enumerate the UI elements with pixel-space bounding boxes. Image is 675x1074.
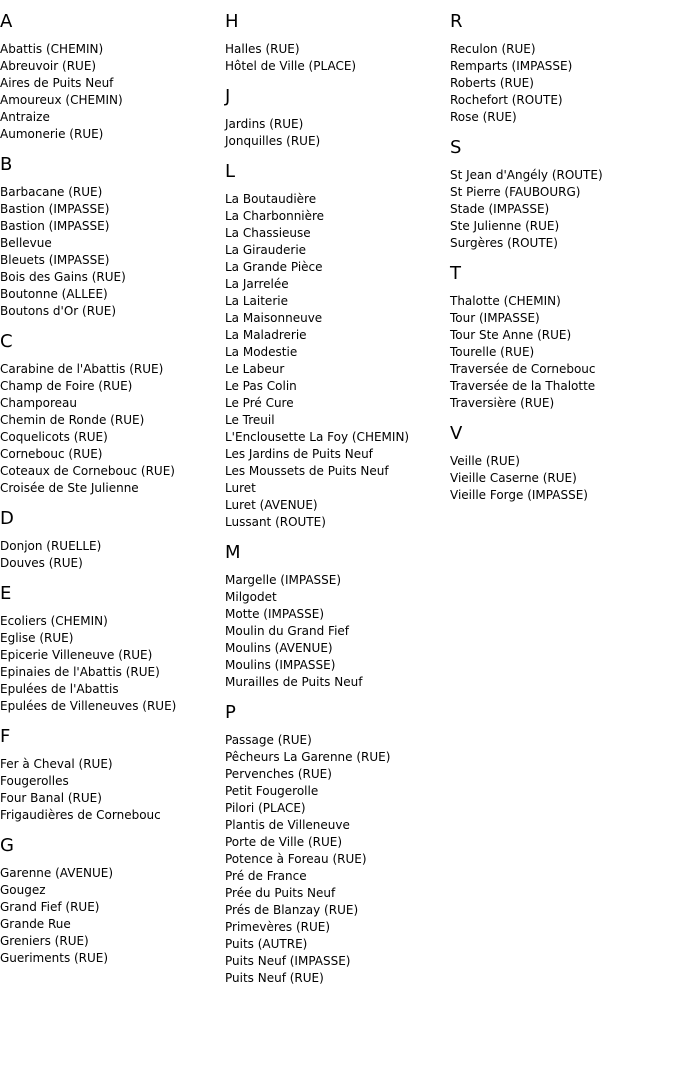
street-name: Passage (RUE)	[225, 733, 312, 747]
street-name: Motte (IMPASSE)	[225, 607, 325, 621]
letter-section	[0, 726, 225, 824]
street-name: Veille (RUE)	[450, 454, 520, 468]
letter-section	[450, 263, 675, 412]
street-name: Bastion (IMPASSE)	[0, 202, 110, 216]
street-name: Carabine de l'Abattis (RUE)	[0, 362, 164, 376]
street-name: Aumonerie (RUE)	[0, 127, 104, 141]
street-list	[0, 41, 225, 143]
street-name: Croisée de Ste Julienne	[0, 481, 139, 495]
street-name: La Jarrelée	[225, 277, 289, 291]
street-name: Milgodet	[225, 590, 277, 604]
street-name: Le Labeur	[225, 362, 285, 376]
street-list	[225, 191, 450, 531]
street-name: Gueriments (RUE)	[0, 951, 109, 965]
street-name: La Modestie	[225, 345, 298, 359]
section-letter-heading: T	[450, 263, 461, 284]
street-name: La Maisonneuve	[225, 311, 323, 325]
street-name: Vieille Forge (IMPASSE)	[450, 488, 588, 502]
street-name: Rochefort (ROUTE)	[450, 93, 563, 107]
street-name: Le Treuil	[225, 413, 275, 427]
street-name: St Pierre (FAUBOURG)	[450, 185, 581, 199]
section-letter-heading: M	[225, 542, 241, 563]
letter-section	[225, 86, 450, 150]
street-name: Ecoliers (CHEMIN)	[0, 614, 108, 628]
street-name: Jardins (RUE)	[225, 117, 304, 131]
section-letter-heading: G	[0, 835, 14, 856]
street-list	[0, 184, 225, 320]
street-list	[450, 453, 675, 504]
street-name: Remparts (IMPASSE)	[450, 59, 573, 73]
street-name: La Chassieuse	[225, 226, 311, 240]
street-name: La Grande Pièce	[225, 260, 323, 274]
street-name: Puits (AUTRE)	[225, 937, 308, 951]
letter-section	[0, 583, 225, 715]
street-name: Petit Fougerolle	[225, 784, 319, 798]
street-name: Les Moussets de Puits Neuf	[225, 464, 389, 478]
street-name: Pré de France	[225, 869, 307, 883]
street-name: Thalotte (CHEMIN)	[450, 294, 561, 308]
street-name: Epicerie Villeneuve (RUE)	[0, 648, 153, 662]
section-letter-heading: H	[225, 11, 239, 32]
street-list	[225, 116, 450, 150]
letter-section	[450, 11, 675, 126]
section-letter-heading: S	[450, 137, 462, 158]
letter-section	[225, 702, 450, 987]
street-name: Rose (RUE)	[450, 110, 517, 124]
street-name: Surgères (ROUTE)	[450, 236, 558, 250]
letter-section	[450, 423, 675, 504]
street-name: Coquelicots (RUE)	[0, 430, 108, 444]
street-name: Vieille Caserne (RUE)	[450, 471, 577, 485]
street-name: Douves (RUE)	[0, 556, 83, 570]
street-name: Les Jardins de Puits Neuf	[225, 447, 373, 461]
street-list	[225, 732, 450, 987]
street-name: Luret (AVENUE)	[225, 498, 318, 512]
street-list	[0, 538, 225, 572]
street-name: Margelle (IMPASSE)	[225, 573, 342, 587]
street-name: Abreuvoir (RUE)	[0, 59, 97, 73]
street-name: Porte de Ville (RUE)	[225, 835, 343, 849]
letter-section	[225, 11, 450, 75]
street-name: Barbacane (RUE)	[0, 185, 103, 199]
street-name: Roberts (RUE)	[450, 76, 534, 90]
street-name: Four Banal (RUE)	[0, 791, 102, 805]
street-name: Grande Rue	[0, 917, 71, 931]
street-name: Pervenches (RUE)	[225, 767, 332, 781]
letter-section	[0, 835, 225, 967]
street-name: Traversière (RUE)	[450, 396, 555, 410]
letter-section	[225, 161, 450, 531]
street-name: Prée du Puits Neuf	[225, 886, 336, 900]
street-name: Bastion (IMPASSE)	[0, 219, 110, 233]
street-name: Potence à Foreau (RUE)	[225, 852, 367, 866]
street-name: Epulées de Villeneuves (RUE)	[0, 699, 177, 713]
street-name: Garenne (AVENUE)	[0, 866, 114, 880]
street-name: Epulées de l'Abattis	[0, 682, 119, 696]
street-name: Jonquilles (RUE)	[225, 134, 321, 148]
section-letter-heading: B	[0, 154, 13, 175]
street-name: Tour (IMPASSE)	[450, 311, 540, 325]
street-name: Gougez	[0, 883, 46, 897]
street-list	[0, 865, 225, 967]
letter-section	[0, 331, 225, 497]
street-name: Plantis de Villeneuve	[225, 818, 350, 832]
street-name: Aires de Puits Neuf	[0, 76, 114, 90]
street-index-column-1	[0, 0, 225, 967]
street-name: Luret	[225, 481, 256, 495]
street-name: Pilori (PLACE)	[225, 801, 306, 815]
street-name: La Boutaudière	[225, 192, 317, 206]
street-name: Moulins (AVENUE)	[225, 641, 333, 655]
street-index-column-2	[225, 0, 450, 987]
street-name: Bellevue	[0, 236, 52, 250]
section-letter-heading: C	[0, 331, 13, 352]
street-name: Cornebouc (RUE)	[0, 447, 103, 461]
street-name: Grand Fief (RUE)	[0, 900, 100, 914]
section-letter-heading: L	[225, 161, 236, 182]
street-name: Hôtel de Ville (PLACE)	[225, 59, 357, 73]
street-name: Murailles de Puits Neuf	[225, 675, 363, 689]
street-name: Pêcheurs La Garenne (RUE)	[225, 750, 391, 764]
street-name: Fer à Cheval (RUE)	[0, 757, 113, 771]
street-name: Tour Ste Anne (RUE)	[450, 328, 572, 342]
street-name: Greniers (RUE)	[0, 934, 89, 948]
street-list	[450, 41, 675, 126]
street-list	[225, 572, 450, 691]
letter-section	[0, 11, 225, 143]
section-letter-heading: R	[450, 11, 463, 32]
street-name: La Girauderie	[225, 243, 307, 257]
street-name: Prés de Blanzay (RUE)	[225, 903, 359, 917]
section-letter-heading: F	[0, 726, 11, 747]
street-list	[0, 756, 225, 824]
street-list	[0, 361, 225, 497]
street-name: Amoureux (CHEMIN)	[0, 93, 123, 107]
street-name: Boutonne (ALLEE)	[0, 287, 108, 301]
street-name: Antraize	[0, 110, 50, 124]
street-name: Donjon (RUELLE)	[0, 539, 102, 553]
street-list	[225, 41, 450, 75]
letter-section	[0, 154, 225, 320]
street-name: Le Pas Colin	[225, 379, 297, 393]
street-name: Epinaies de l'Abattis (RUE)	[0, 665, 160, 679]
street-name: Coteaux de Cornebouc (RUE)	[0, 464, 175, 478]
section-letter-heading: D	[0, 508, 14, 529]
street-list	[450, 293, 675, 412]
street-name: Abattis (CHEMIN)	[0, 42, 104, 56]
section-letter-heading: P	[225, 702, 236, 723]
letter-section	[450, 137, 675, 252]
section-letter-heading: J	[225, 86, 231, 107]
section-letter-heading: E	[0, 583, 12, 604]
street-name: La Maladrerie	[225, 328, 307, 342]
street-name: Puits Neuf (IMPASSE)	[225, 954, 351, 968]
section-letter-heading: V	[450, 423, 463, 444]
street-name: La Laiterie	[225, 294, 288, 308]
street-name: Ste Julienne (RUE)	[450, 219, 560, 233]
letter-section	[0, 508, 225, 572]
letter-section	[225, 542, 450, 691]
street-name: St Jean d'Angély (ROUTE)	[450, 168, 603, 182]
street-name: Stade (IMPASSE)	[450, 202, 550, 216]
street-name: Reculon (RUE)	[450, 42, 536, 56]
street-name: L'Enclousette La Foy (CHEMIN)	[225, 430, 410, 444]
street-name: Traversée de la Thalotte	[450, 379, 596, 393]
street-name: Puits Neuf (RUE)	[225, 971, 324, 985]
street-name: Champoreau	[0, 396, 77, 410]
street-list	[0, 613, 225, 715]
street-name: Moulins (IMPASSE)	[225, 658, 336, 672]
street-name: Frigaudières de Cornebouc	[0, 808, 161, 822]
street-name: Champ de Foire (RUE)	[0, 379, 133, 393]
street-name: Le Pré Cure	[225, 396, 294, 410]
street-name: Traversée de Cornebouc	[450, 362, 596, 376]
street-index-column-3	[450, 0, 675, 504]
street-name: Halles (RUE)	[225, 42, 300, 56]
street-name: Bleuets (IMPASSE)	[0, 253, 110, 267]
street-name: La Charbonnière	[225, 209, 325, 223]
street-list	[450, 167, 675, 252]
section-letter-heading: A	[0, 11, 13, 32]
street-name: Lussant (ROUTE)	[225, 515, 326, 529]
street-name: Fougerolles	[0, 774, 69, 788]
street-name: Boutons d'Or (RUE)	[0, 304, 117, 318]
street-name: Bois des Gains (RUE)	[0, 270, 126, 284]
street-name: Chemin de Ronde (RUE)	[0, 413, 145, 427]
street-name: Tourelle (RUE)	[450, 345, 535, 359]
street-name: Eglise (RUE)	[0, 631, 74, 645]
street-name: Primevères (RUE)	[225, 920, 331, 934]
street-name: Moulin du Grand Fief	[225, 624, 350, 638]
